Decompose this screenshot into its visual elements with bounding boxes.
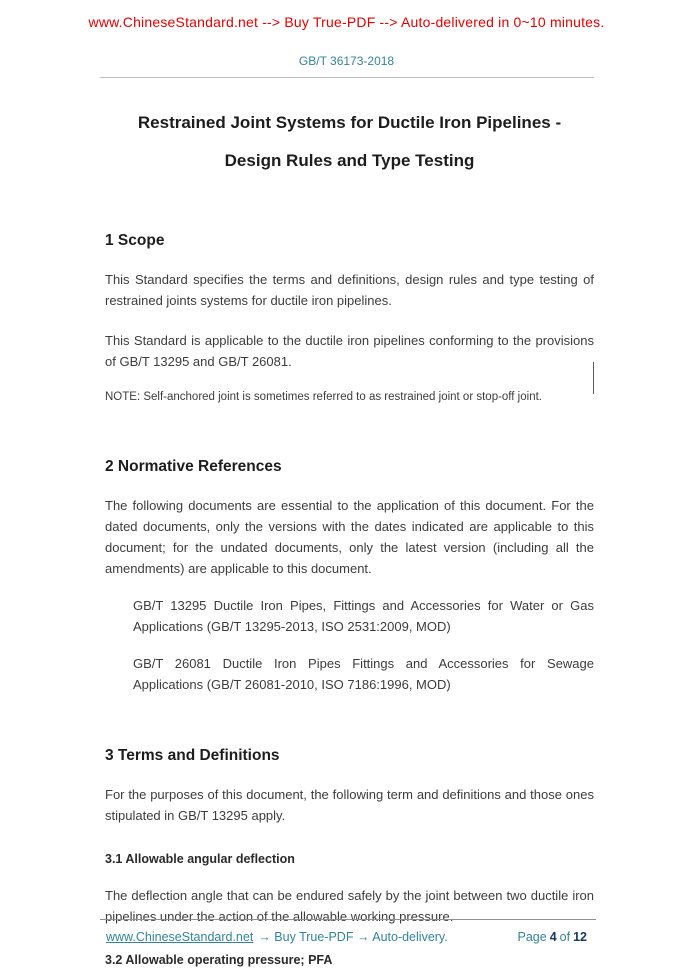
footer-left bbox=[106, 930, 448, 944]
terms-intro-paragraph: For the purposes of this document, the following term and definitions and those ones stipulated in GB/T 13295 apply. bbox=[105, 787, 594, 823]
term-3-1-definition: The deflection angle that can be endured safely by the joint between two ductile iron pipelines under the action of the allowable working pressure. bbox=[105, 888, 594, 924]
title-line-1: Restrained Joint Systems for Ductile Iron Pipelines - bbox=[137, 113, 562, 132]
scope-note: NOTE: Self-anchored joint is sometimes referred to as restrained joint or stop-off joint. bbox=[105, 391, 542, 403]
section-heading-normative-references: 2 Normative References bbox=[105, 458, 282, 475]
term-3-2-heading: 3.2 Allowable operating pressure; PFA bbox=[105, 953, 333, 967]
footer-tail-text: → Buy True-PDF → Auto-delivery. bbox=[258, 930, 448, 944]
section-heading-scope: 1 Scope bbox=[105, 232, 165, 249]
revision-change-bar bbox=[593, 362, 594, 394]
title-line-2: Design Rules and Type Testing bbox=[224, 151, 475, 170]
document-content bbox=[0, 104, 693, 980]
footer-website-link[interactable]: www.ChineseStandard.net bbox=[106, 930, 254, 944]
footer-row bbox=[100, 930, 596, 944]
page-footer bbox=[100, 919, 596, 944]
normative-references-paragraph: The following documents are essential to the application of this document. For the dated documents, only the versions with the dates indicated are applicable to this document; for the undated documents, only the latest version (including all the amendments) are applicable to this document. bbox=[105, 498, 594, 576]
page-indicator bbox=[518, 930, 591, 944]
reference-gbt-13295: GB/T 13295 Ductile Iron Pipes, Fittings and Accessories for Water or Gas Applications (GB/T 13295-2013, ISO 2531:2009, MOD) bbox=[133, 598, 594, 634]
document-title bbox=[105, 104, 594, 180]
of-label: of bbox=[559, 930, 571, 944]
scope-paragraph-2: This Standard is applicable to the ductile iron pipelines conforming to the provisions of GB/T 13295 and GB/T 26081. bbox=[105, 333, 594, 369]
section-heading-terms: 3 Terms and Definitions bbox=[105, 747, 280, 764]
footer-divider bbox=[100, 919, 596, 920]
reference-gbt-26081: GB/T 26081 Ductile Iron Pipes Fittings and Accessories for Sewage Applications (GB/T 26081-2010, ISO 7186:1996, MOD) bbox=[133, 656, 594, 692]
scope-paragraph-1: This Standard specifies the terms and definitions, design rules and type testing of restrained joints systems for ductile iron pipelines. bbox=[105, 272, 594, 308]
page-label: Page bbox=[517, 930, 547, 944]
doc-code: GB/T 36173-2018 bbox=[298, 54, 395, 68]
page-number: 4 bbox=[549, 930, 557, 944]
header-banner: www.ChineseStandard.net --> Buy True-PDF --> Auto-delivered in 0~10 minutes. bbox=[88, 14, 605, 30]
term-3-1-heading: 3.1 Allowable angular deflection bbox=[105, 852, 295, 866]
header-divider bbox=[100, 77, 594, 78]
total-pages: 12 bbox=[573, 930, 587, 944]
